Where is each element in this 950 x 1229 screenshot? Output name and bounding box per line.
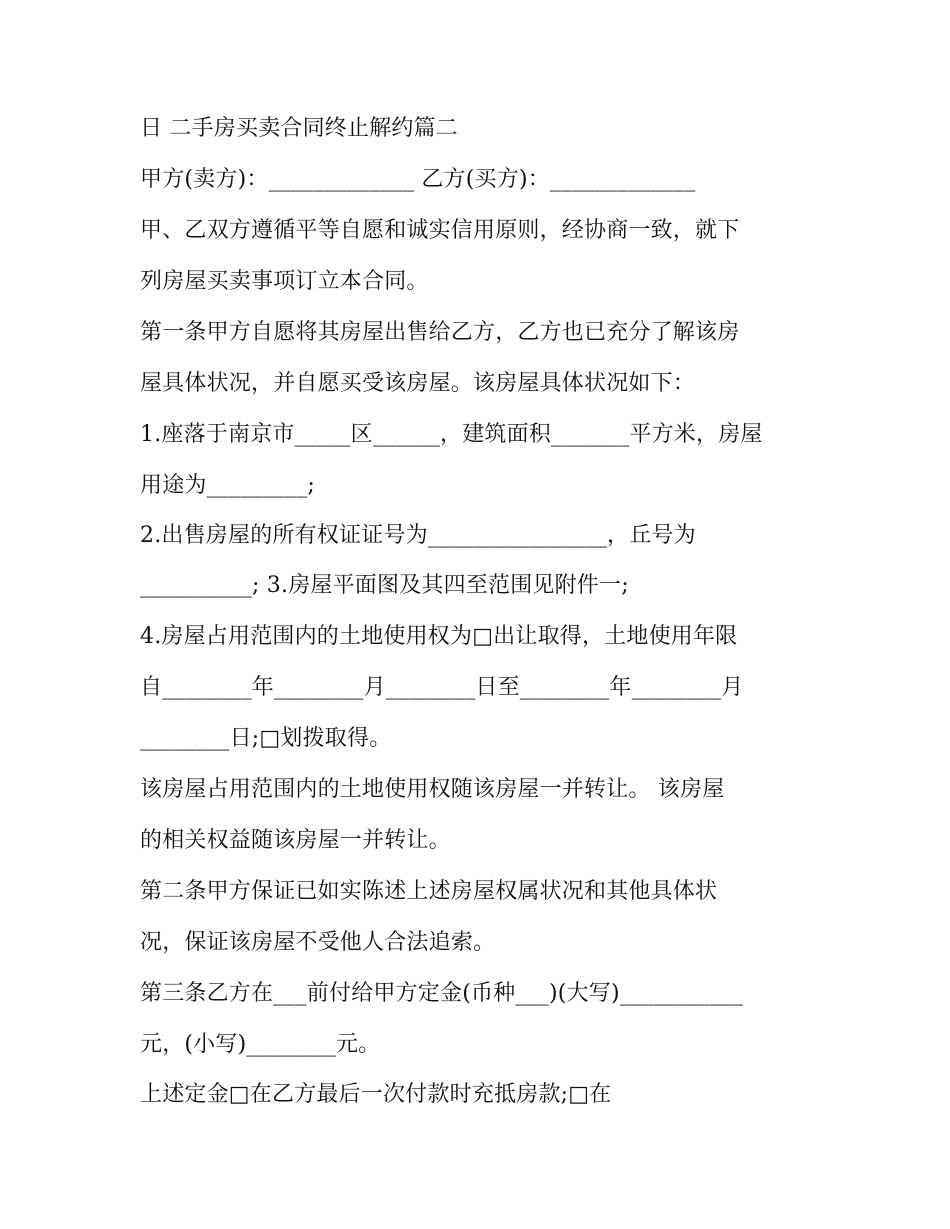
text-line: 该房屋占用范围内的土地使用权随该房屋一并转让。 该房屋: [140, 777, 725, 802]
text-line: __________; 3.房屋平面图及其四至范围见附件一;: [140, 573, 629, 598]
text-line: 上述定金□在乙方最后一次付款时充抵房款;□在: [140, 1082, 612, 1107]
text-line: 用途为_________;: [140, 473, 316, 498]
text-line: 第二条甲方保证已如实陈述上述房屋权属状况和其他具体状: [140, 879, 718, 904]
text-line: 自________年________月________日至________年________月: [140, 675, 744, 700]
text-line: 4.房屋占用范围内的土地使用权为□出让取得，土地使用年限: [140, 624, 738, 649]
text-line: 第一条甲方自愿将其房屋出售给乙方，乙方也已充分了解该房: [140, 320, 740, 345]
text-line: 1.座落于南京市_____区______，建筑面积_______平方米，房屋: [140, 422, 763, 447]
text-line: 列房屋买卖事项订立本合同。: [140, 269, 429, 294]
text-line: 况，保证该房屋不受他人合法追索。: [140, 930, 496, 955]
text-line: ________日;□划拨取得。: [140, 726, 392, 751]
text-line: 元，(小写)________元。: [140, 1032, 381, 1057]
text-line: 甲、乙双方遵循平等自愿和诚实信用原则，经协商一致，就下: [140, 218, 740, 243]
text-line: 2.出售房屋的所有权证证号为________________，丘号为: [140, 523, 696, 548]
text-line: 屋具体状况，并自愿买受该房屋。该房屋具体状况如下：: [140, 371, 696, 396]
document-title: 日 二手房买卖合同终止解约篇二: [140, 116, 458, 141]
text-line: 的相关权益随该房屋一并转让。: [140, 828, 451, 853]
text-line: 第三条乙方在___前付给甲方定金(币种___)(大写)___________: [140, 981, 743, 1006]
party-line: 甲方(卖方)：_____________ 乙方(买方)：_____________: [140, 167, 696, 192]
